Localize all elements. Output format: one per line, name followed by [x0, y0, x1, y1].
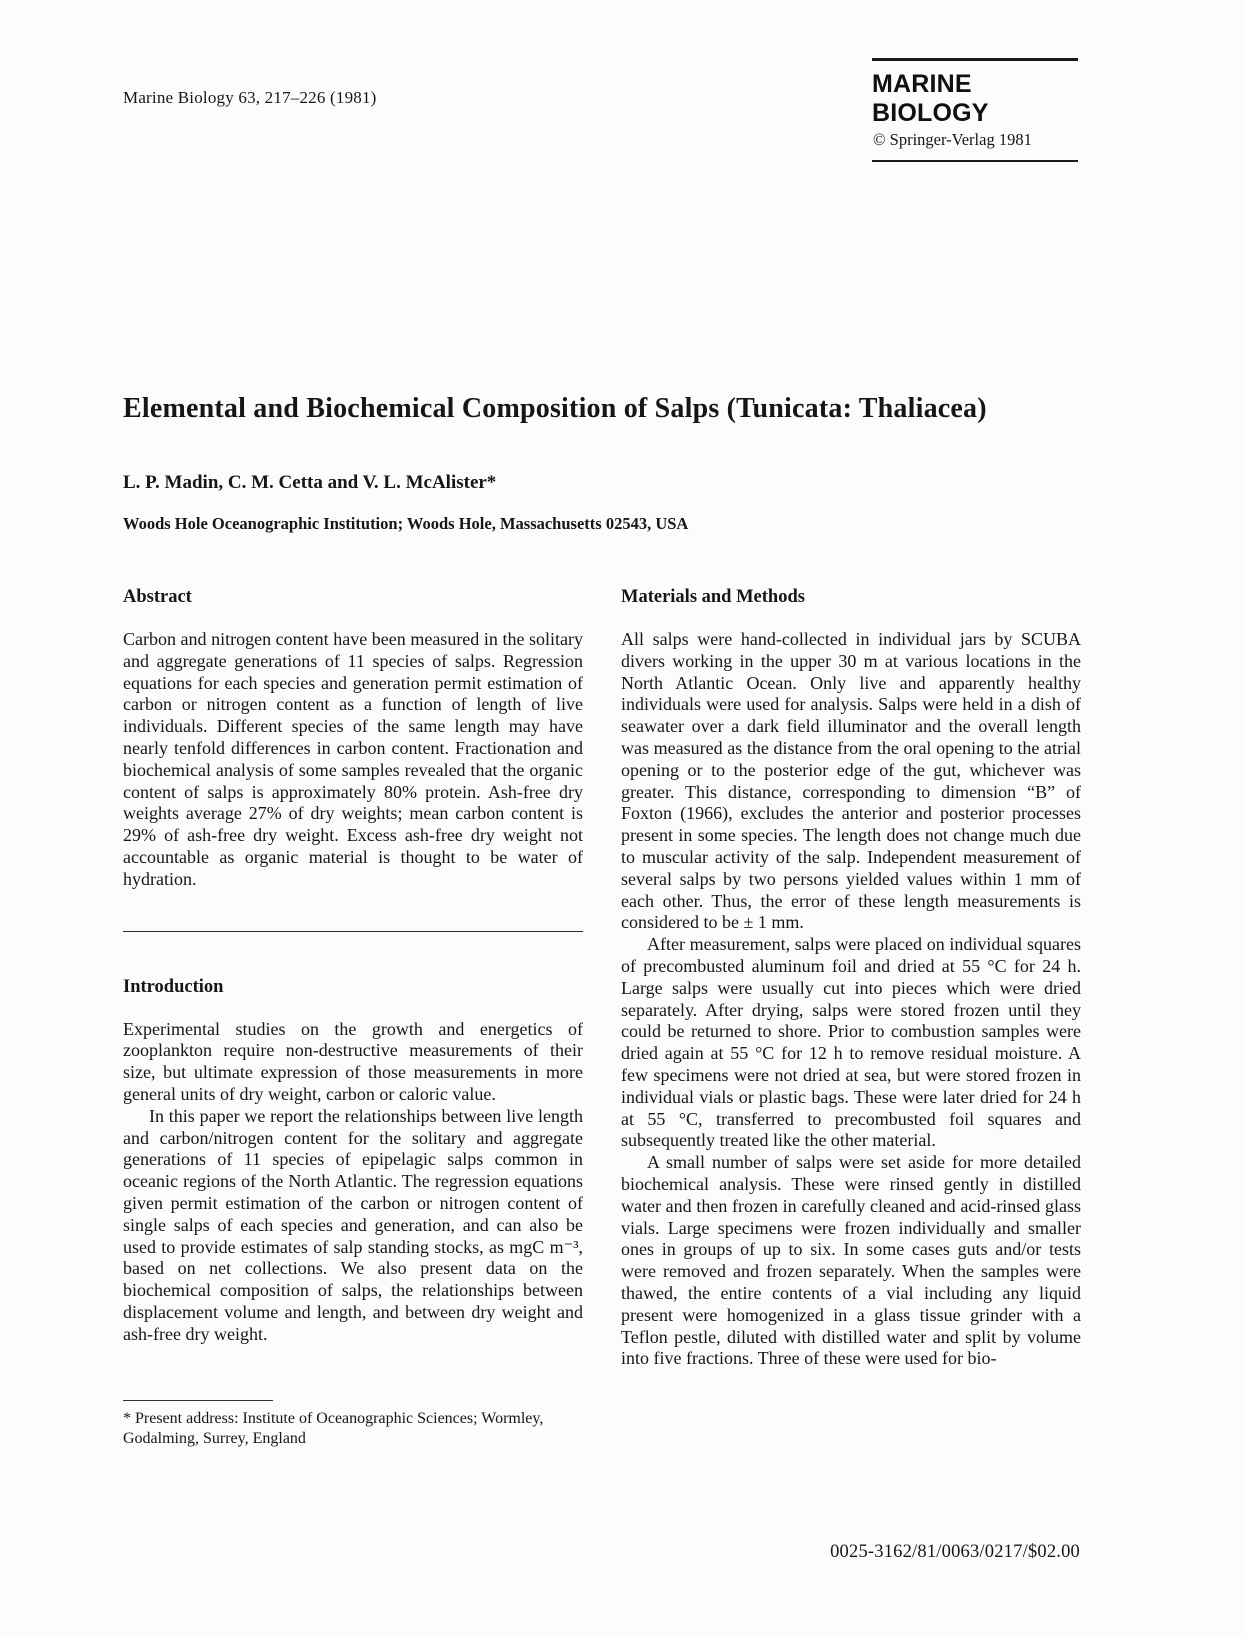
- methods-paragraph-2: After measurement, salps were placed on individual squares of precombusted aluminum foil and dried at 55 °C for 24 h. Large salps were usually cut into pieces which were dried separately. After drying, salps were stored frozen until they could be returned to shore. Prior to combustion samples were dried again at 55 °C for 12 h to remove residual moisture. A few specimens were not dried at sea, but were stored frozen in individual vials or plastic bags. These were later dried for 24 h at 55 °C, transferred to precombusted foil squares and subsequently treated like the other material.: [621, 934, 1081, 1151]
- footnote-block: [123, 1400, 553, 1450]
- footnote-rule: [123, 1400, 273, 1401]
- methods-paragraph-3: A small number of salps were set aside for more detailed biochemical analysis. These were rinsed gently in distilled water and then frozen in carefully cleaned and acid-rinsed glass vials. Large specimens were frozen individually and smaller ones in groups of up to six. In some cases guts and/or tests were removed and frozen separately. When the samples were thawed, the entire contents of a vial including any liquid present were homogenized in a glass tissue grinder with a Teflon pestle, diluted with distilled water and split by volume into five fractions. Three of these were used for bio-: [621, 1152, 1081, 1369]
- abstract-heading: Abstract: [123, 587, 192, 607]
- introduction-paragraph-1: Experimental studies on the growth and energetics of zooplankton require non-destructive measurements of their size, but ultimate expression of those measurements in more general units of dry weight, carbon or caloric value.: [123, 1018, 583, 1104]
- left-column: [123, 586, 583, 1450]
- abstract-text: Carbon and nitrogen content have been measured in the solitary and aggregate generations of 11 species of salps. Regression equations for each species and generation permit estimation of carbon or nitrogen content as a function of length of live individuals. Different species of the same length may have nearly tenfold differences in carbon content. Fractionation and biochemical analysis of some samples revealed that the organic content of salps is approximately 80% protein. Ash-free dry weights average 27% of dry weights; mean carbon content is 29% of ash-free dry weight. Excess ash-free dry weight not accountable as organic material is thought to be water of hydration.: [123, 629, 583, 889]
- introduction-heading: Introduction: [123, 976, 224, 997]
- methods-heading: Materials and Methods: [621, 587, 805, 607]
- masthead-rule-bottom: [872, 160, 1078, 162]
- right-column: [621, 586, 1081, 1450]
- copyright-notice: © Springer-Verlag 1981: [873, 130, 1032, 149]
- author-list: L. P. Madin, C. M. Cetta and V. L. McAlister*: [123, 472, 497, 493]
- journal-citation: Marine Biology 63, 217–226 (1981): [123, 88, 377, 107]
- body-columns: [123, 586, 1081, 1450]
- footnote-text: * Present address: Institute of Oceanographic Sciences; Wormley, Godalming, Surrey, England: [123, 1409, 544, 1448]
- issn-fee-code: 0025-3162/81/0063/0217/$02.00: [830, 1542, 1080, 1562]
- author-affiliation: Woods Hole Oceanographic Institution; Woods Hole, Massachusetts 02543, USA: [123, 514, 689, 533]
- section-divider: [123, 931, 583, 932]
- introduction-paragraph-2: In this paper we report the relationships between live length and carbon/nitrogen content for the solitary and aggregate generations of 11 species of epipelagic salps common in oceanic regions of the North Atlantic. The regression equations given permit estimation of the carbon or nitrogen content of single salps of each species and generation, and can also be used to provide estimates of salp standing stocks, as mgC m⁻³, based on net collections. We also present data on the biochemical composition of salps, the relationships between displacement volume and length, and between dry weight and ash-free dry weight.: [123, 1105, 583, 1344]
- journal-name: MARINE BIOLOGY: [872, 70, 989, 127]
- article-title: Elemental and Biochemical Composition of Salps (Tunicata: Thaliacea): [123, 393, 987, 424]
- masthead-rule-top: [872, 58, 1078, 61]
- journal-masthead: [872, 58, 1078, 162]
- methods-paragraph-1: All salps were hand-collected in individual jars by SCUBA divers working in the upper 30 m at various locations in the North Atlantic Ocean. Only live and apparently healthy individuals were used for analysis. Salps were held in a dish of seawater over a dark field illuminator and the overall length was measured as the distance from the oral opening to the atrial opening or to the posterior edge of the gut, whichever was greater. This distance, corresponding to dimension “B” of Foxton (1966), excludes the anterior and posterior processes present in some species. The length does not change much due to muscular activity of the salp. Independent measurement of several salps by two persons yielded values within 1 mm of each other. Thus, the error of these length measurements is considered to be ± 1 mm.: [621, 629, 1081, 933]
